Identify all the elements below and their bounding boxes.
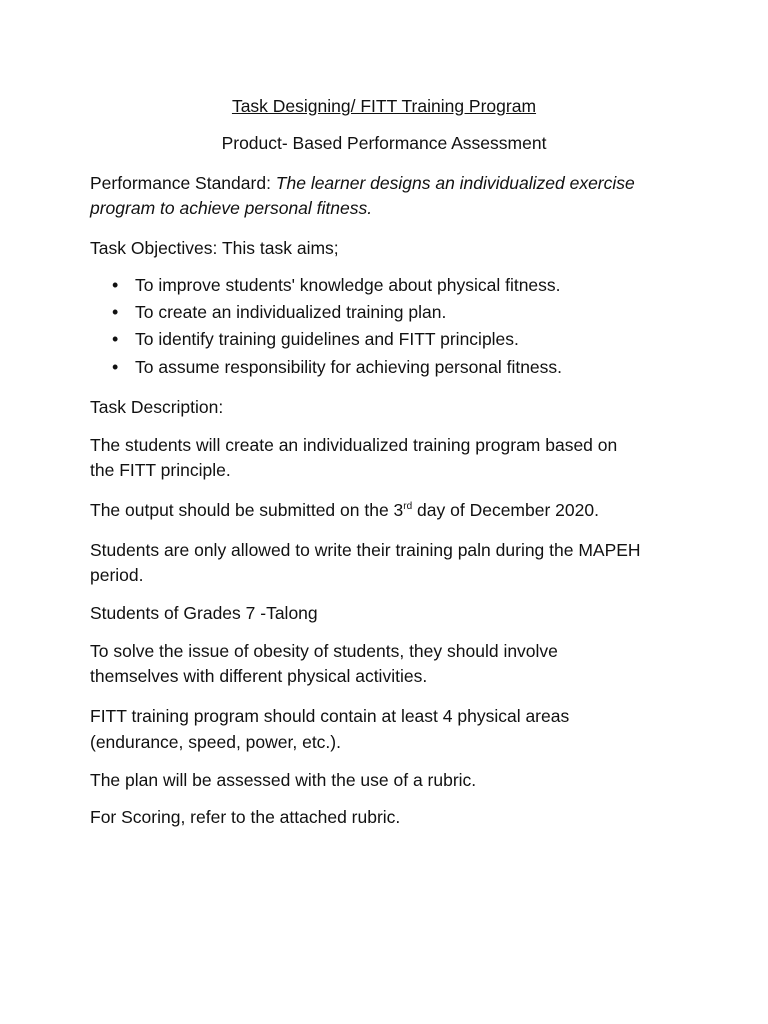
submission-text-after: day of December 2020.	[412, 500, 599, 520]
document-subtitle: Product- Based Performance Assessment	[221, 133, 547, 153]
objective-item	[112, 300, 446, 325]
submission-line	[90, 498, 599, 523]
objective-item	[112, 327, 519, 352]
description-paragraph-line: (endurance, speed, power, etc.).	[90, 732, 341, 752]
objective-text: To create an individualized training plan.	[135, 302, 447, 322]
description-paragraph-line: the FITT principle.	[90, 460, 231, 480]
performance-standard-line1	[90, 171, 635, 196]
description-paragraph-line: FITT training program should contain at least 4 physical areas	[90, 706, 570, 726]
objective-item	[112, 273, 561, 298]
description-paragraph-line: themselves with different physical activities.	[90, 666, 428, 686]
description-paragraph-line: period.	[90, 565, 144, 585]
description-heading: Task Description:	[90, 397, 224, 417]
objectives-intro: Task Objectives: This task aims;	[90, 238, 339, 258]
bullet-icon: •	[112, 329, 119, 349]
submission-superscript: rd	[403, 501, 413, 512]
description-paragraph-line: Students are only allowed to write their training paln during the MAPEH	[90, 540, 641, 560]
objective-text: To assume responsibility for achieving personal fitness.	[135, 357, 563, 377]
bullet-icon: •	[112, 275, 119, 295]
description-paragraph-line: The plan will be assessed with the use of a rubric.	[90, 770, 477, 790]
objective-text: To identify training guidelines and FITT principles.	[135, 329, 519, 349]
objective-item	[112, 355, 562, 380]
submission-text-before: The output should be submitted on the 3	[90, 500, 404, 520]
performance-standard-text: The learner designs an individualized exercise	[275, 173, 635, 193]
description-paragraph-line: For Scoring, refer to the attached rubric.	[90, 807, 401, 827]
description-paragraph-line: Students of Grades 7 -Talong	[90, 603, 318, 623]
document-title: Task Designing/ FITT Training Program	[231, 96, 537, 116]
description-paragraph-line: The students will create an individualized training program based on	[90, 435, 618, 455]
objective-text: To improve students' knowledge about physical fitness.	[135, 275, 561, 295]
bullet-icon: •	[112, 357, 119, 377]
performance-standard-line2: program to achieve personal fitness.	[90, 198, 373, 218]
description-paragraph-line: To solve the issue of obesity of students, they should involve	[90, 641, 558, 661]
performance-standard-label: Performance Standard:	[90, 173, 276, 193]
bullet-icon: •	[112, 302, 119, 322]
